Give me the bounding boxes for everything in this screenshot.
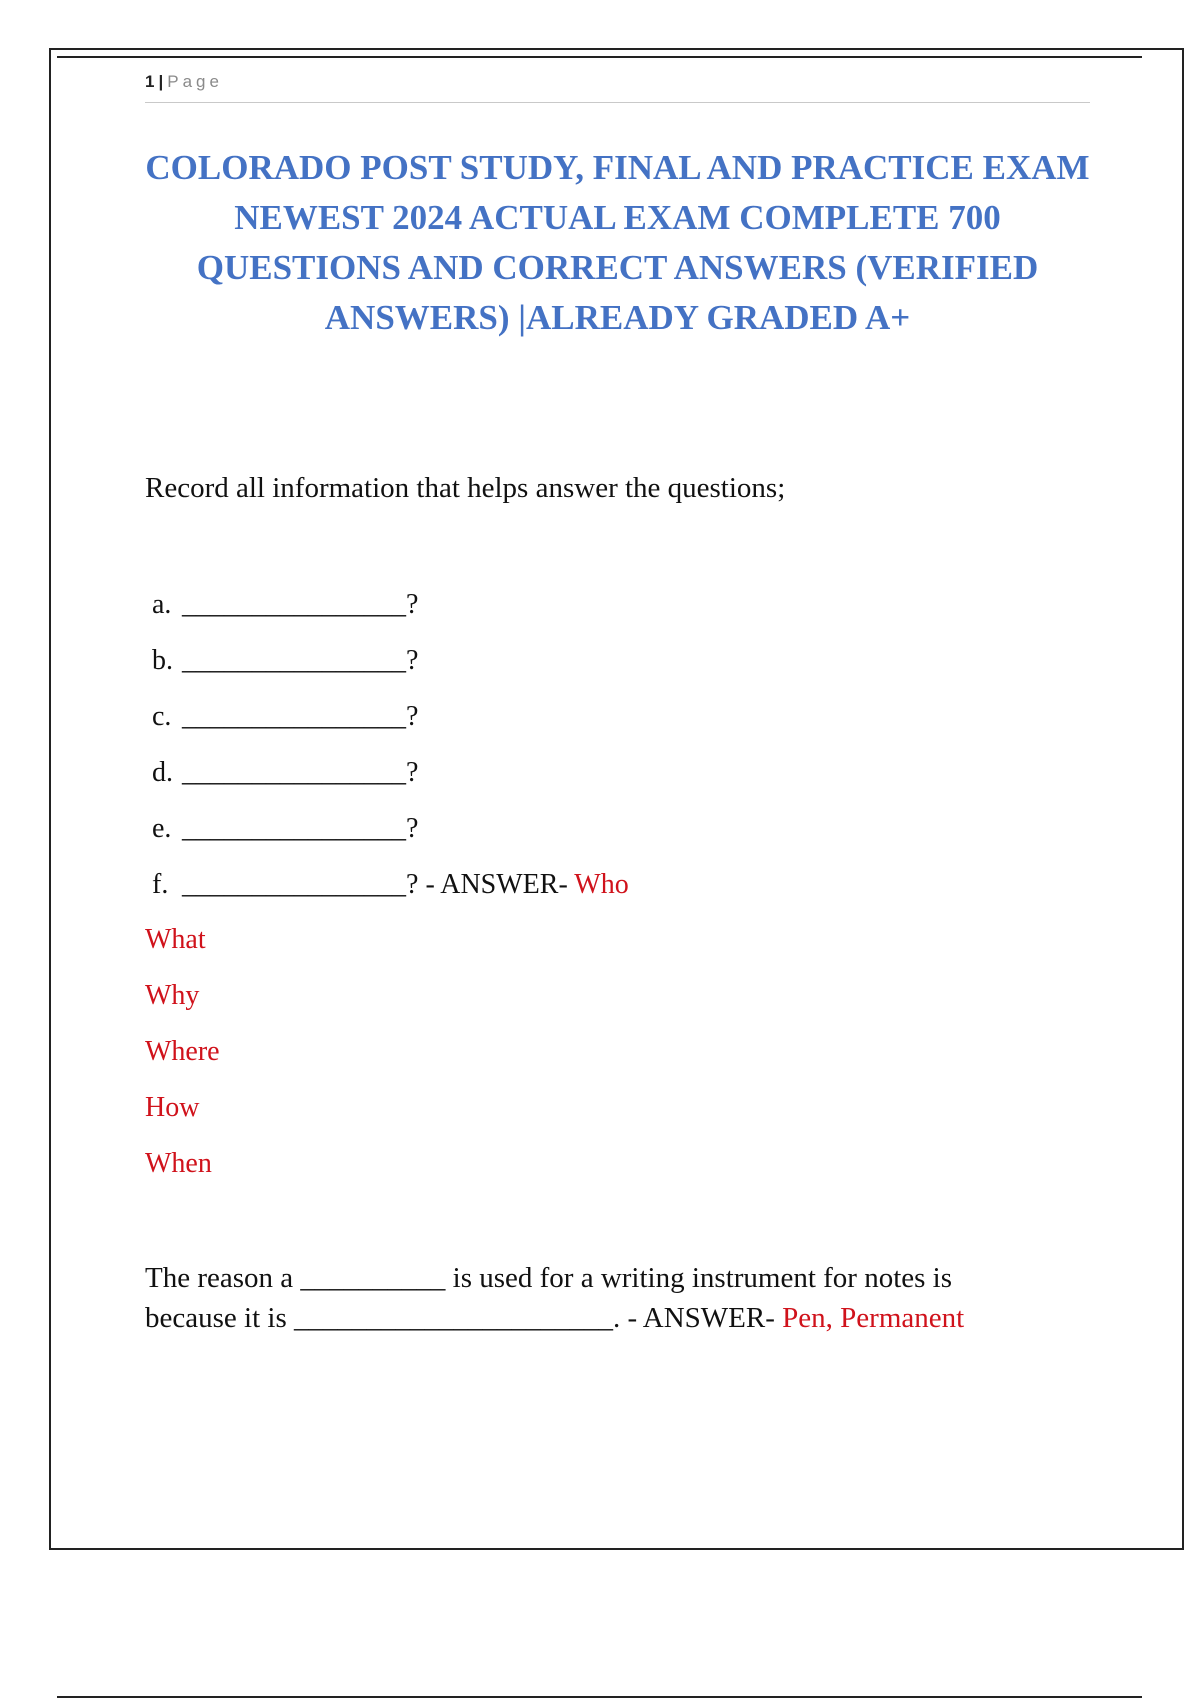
answer-item: Why bbox=[145, 980, 200, 1011]
list-item: d. ________________? bbox=[152, 757, 419, 788]
document-title: COLORADO POST STUDY, FINAL AND PRACTICE EXAM NEWEST 2024 ACTUAL EXAM COMPLETE 700 QUESTIONS AND CORRECT ANSWERS (VERIFIED ANSWERS) |ALREADY GRADED A+ bbox=[145, 148, 1090, 337]
answer-item: When bbox=[145, 1148, 212, 1179]
answer-text: Who bbox=[574, 869, 629, 900]
page-word: Page bbox=[167, 72, 223, 91]
answer-prefix: - ANSWER- bbox=[418, 869, 575, 900]
list-item: f. ________________? - ANSWER- Who bbox=[152, 869, 629, 900]
answer-prefix: - ANSWER- bbox=[620, 1302, 783, 1334]
page-number: 1 bbox=[145, 72, 155, 91]
question-1-list bbox=[152, 585, 629, 921]
question-2 bbox=[145, 1258, 1045, 1338]
list-item: e. ________________? bbox=[152, 813, 419, 844]
answer-text: Pen, Permanent bbox=[782, 1302, 965, 1334]
page-header bbox=[145, 72, 1090, 103]
answer-item: Where bbox=[145, 1036, 220, 1067]
question-1-prompt: Record all information that helps answer the questions; bbox=[145, 472, 786, 504]
question-1-answers bbox=[145, 920, 220, 1200]
question-2-text: The reason a __________ is used for a writing instrument for notes is because it is ______________________. bbox=[145, 1262, 953, 1334]
page-separator: | bbox=[158, 72, 164, 91]
list-item: b. ________________? bbox=[152, 645, 419, 676]
list-item: a. ________________? bbox=[152, 589, 419, 620]
answer-item: What bbox=[145, 924, 206, 955]
list-item: c. ________________? bbox=[152, 701, 419, 732]
bottom-rule bbox=[57, 1696, 1142, 1698]
answer-item: How bbox=[145, 1092, 200, 1123]
